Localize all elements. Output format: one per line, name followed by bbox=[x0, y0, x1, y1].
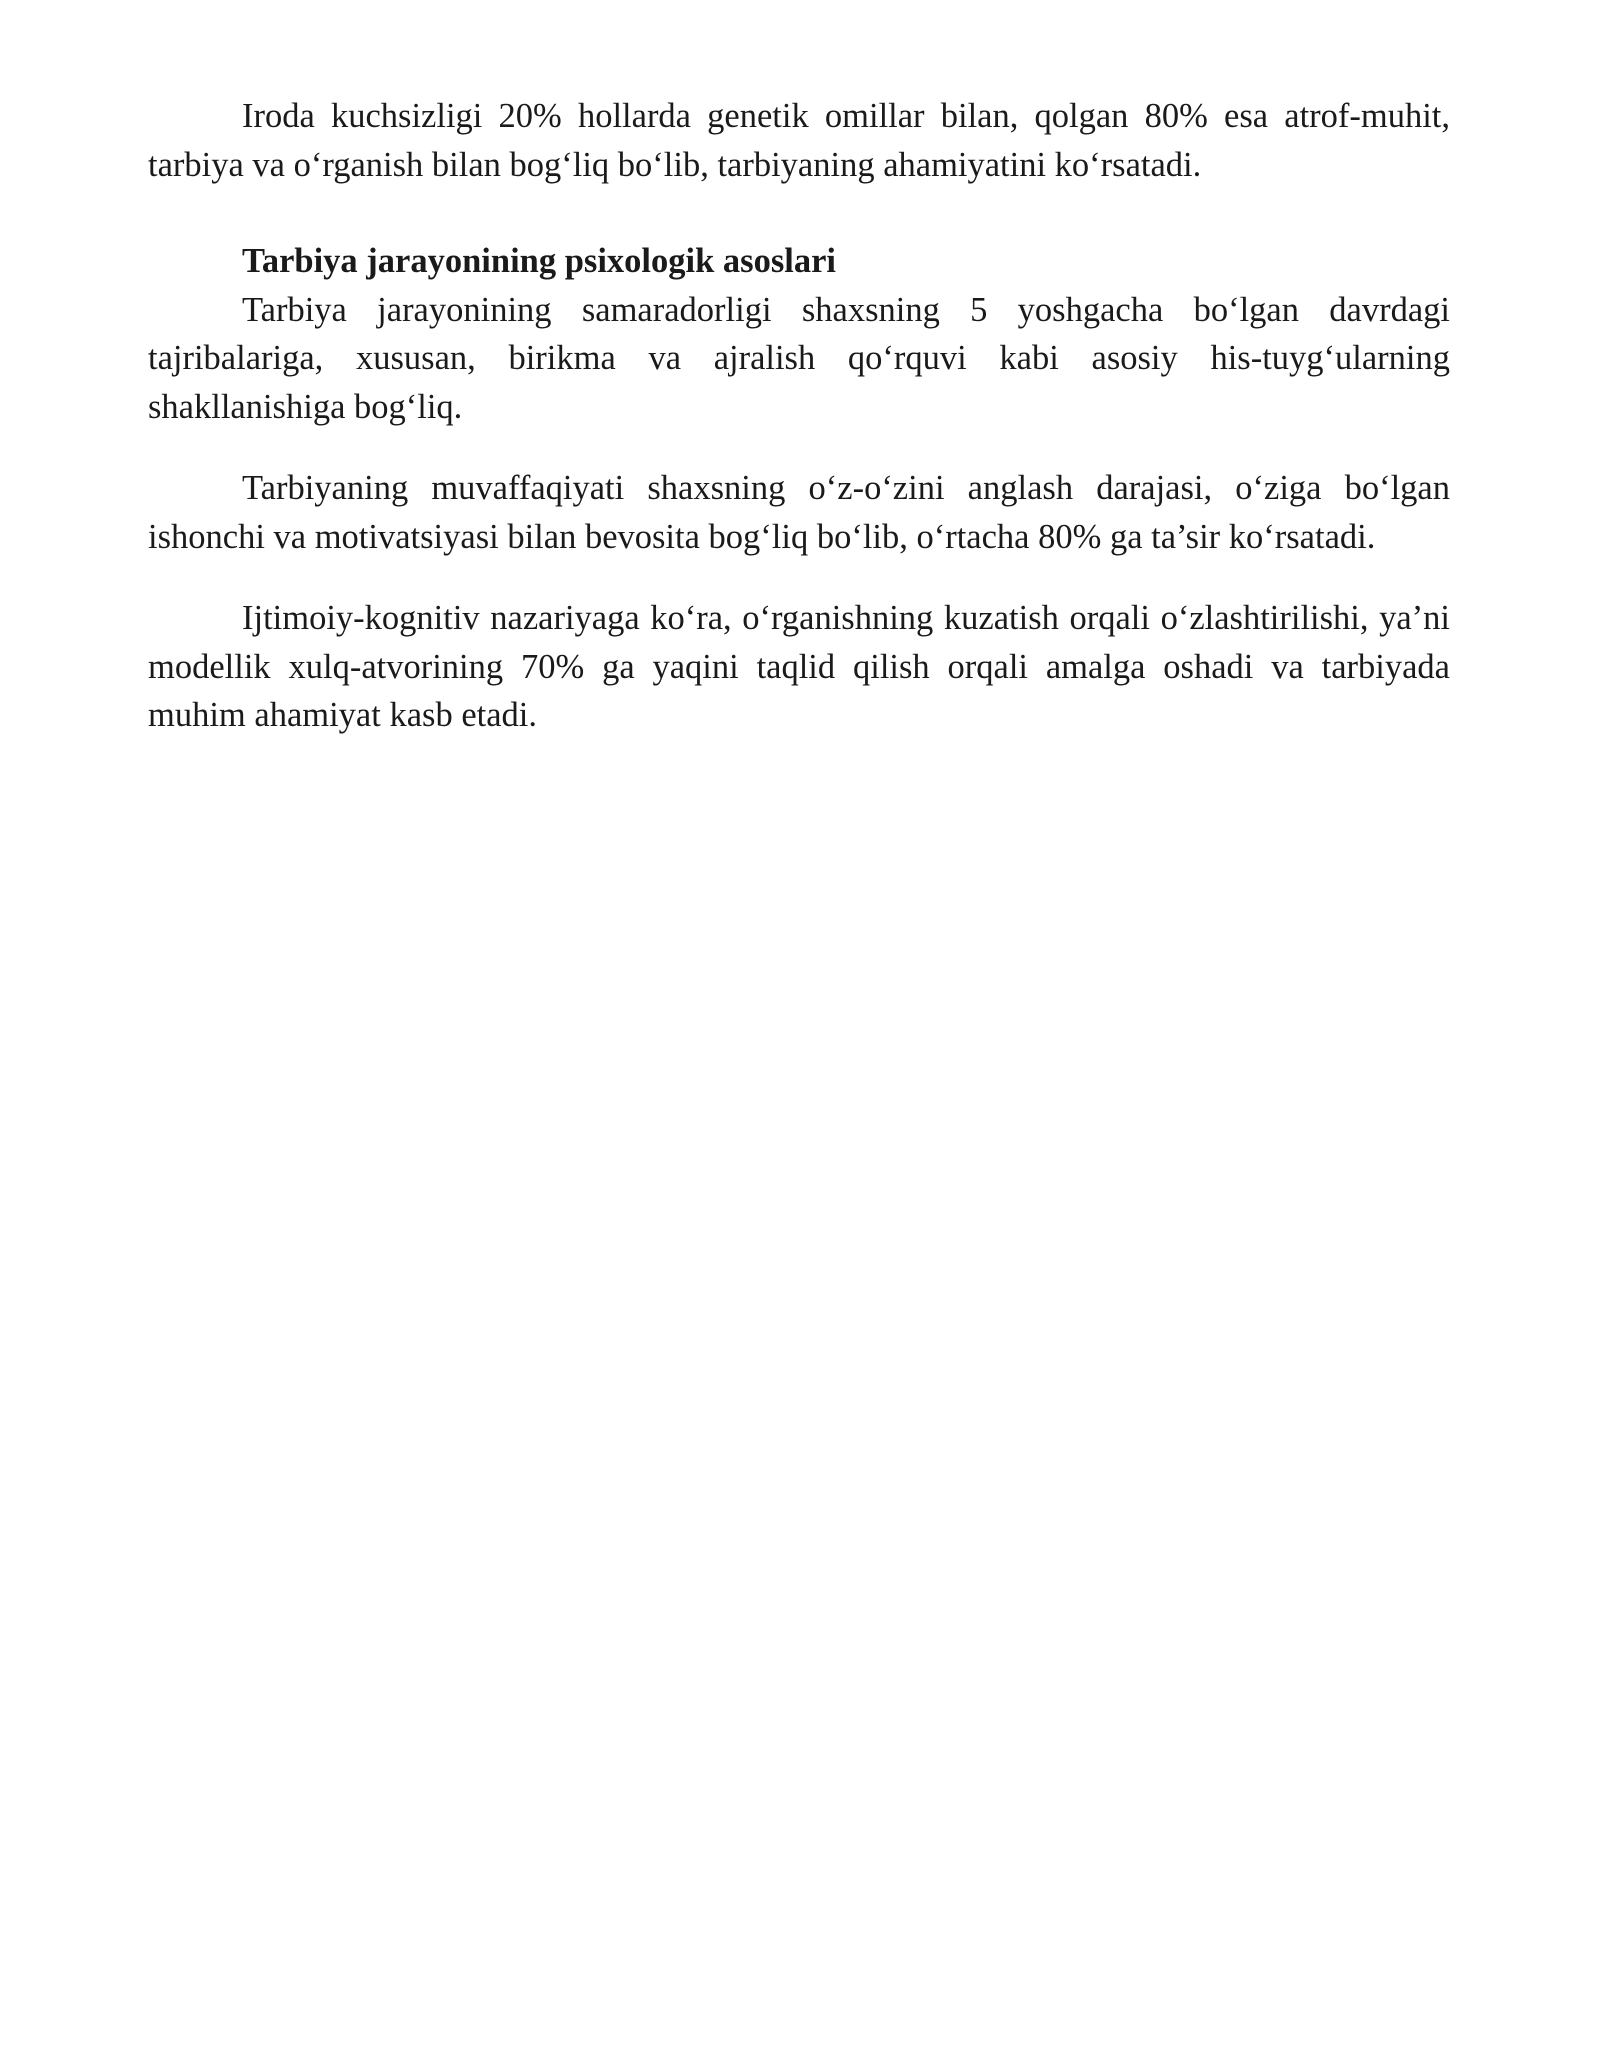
paragraph-social-cognitive: Ijtimoiy-kognitiv nazariyaga ko‘ra, o‘rganishning kuzatish orqali o‘zlashtirilishi, ya’ni modellik xulq-atvorining 70% ga yaqini taqlid qilish orqali amalga oshadi va tarbiyada muhim ahamiyat kasb etadi. bbox=[148, 599, 1450, 734]
paragraph-early-experience: Tarbiya jarayonining samaradorligi shaxsning 5 yoshgacha bo‘lgan davrdagi tajribalariga, xususan, birikma va ajralish qo‘rquvi kabi asosiy his-tuyg‘ularning shakllanishiga bog‘liq. bbox=[148, 290, 1450, 426]
document-body bbox=[148, 92, 1450, 740]
paragraph-willpower: Iroda kuchsizligi 20% hollarda genetik omillar bilan, qolgan 80% esa atrof-muhit, tarbiya va o‘rganish bilan bog‘liq bo‘lib, tarbiyaning ahamiyatini ko‘rsatadi. bbox=[148, 97, 1450, 184]
section-heading: Tarbiya jarayonining psixologik asoslari bbox=[242, 242, 836, 280]
paragraph-self-awareness: Tarbiyaning muvaffaqiyati shaxsning o‘z-o‘zini anglash darajasi, o‘ziga bo‘lgan ishonchi va motivatsiyasi bilan bevosita bog‘liq bo‘lib, o‘rtacha 80% ga ta’sir ko‘rsatadi. bbox=[148, 469, 1450, 556]
